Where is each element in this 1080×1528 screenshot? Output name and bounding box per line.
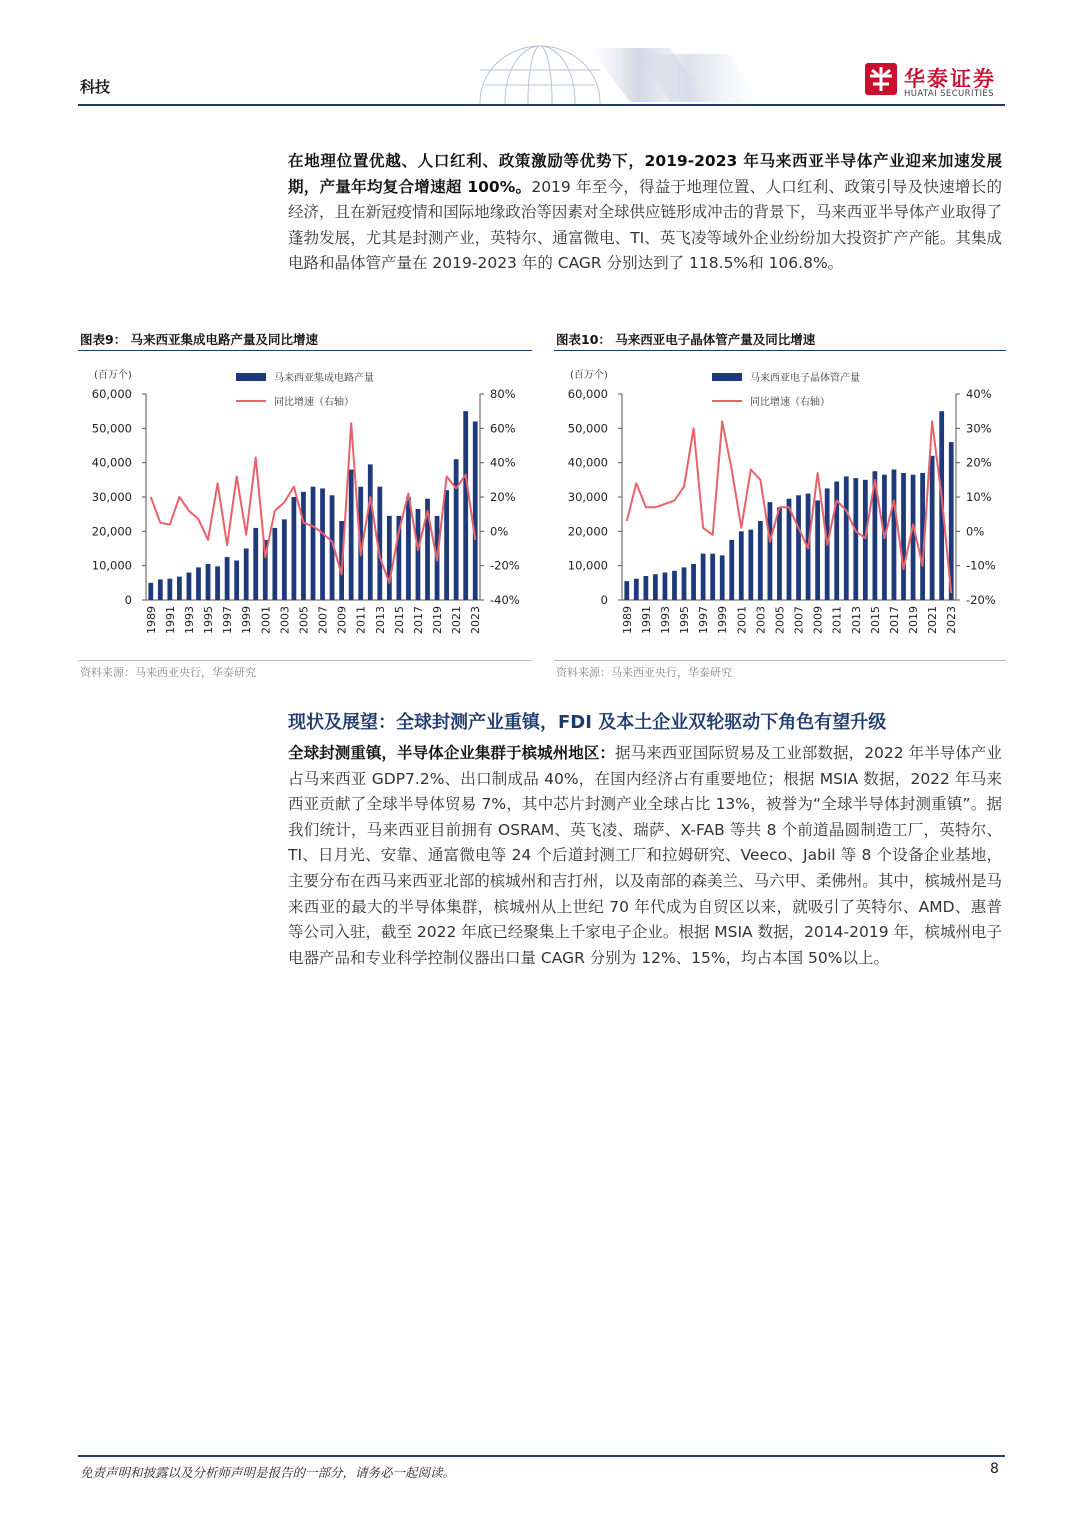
logo-english-name: HUATAI SECURITIES [904, 89, 994, 99]
chart1-right-tick-label: 40% [490, 455, 516, 470]
chart1-x-tick-label: 2019 [431, 606, 445, 634]
chart2-bar [815, 500, 820, 600]
chart1-right-tick-label: 80% [490, 387, 516, 401]
intro-paragraph [288, 149, 1002, 277]
chart1-right-tick-label: -40% [490, 593, 520, 607]
chart2-bar [787, 499, 792, 600]
page-number: 8 [990, 1461, 999, 1477]
chart1-x-tick-label: 2017 [411, 606, 425, 634]
chart2-x-tick-label: 2023 [945, 606, 959, 634]
chart1-left-tick-label: 60,000 [91, 387, 132, 401]
cluster-paragraph-body: 据马来西亚国际贸易及工业部数据，2022 年半导体产业占马来西亚 GDP7.2%、出口制成品 40%，在国内经济占有重要地位；根据 MSIA 数据，2022 年马来西亚贡献了全球半导体贸易 7%，其中芯片封测产业全球占比 13%，被誉为“全球半导体封测重镇”。据我们统计，马来西亚目前拥有 OSRAM、英飞凌、瑞萨、X-FAB 等共 8 个前道晶圆制造工厂，英特尔、TI、日月光、安靠、通富微电等 24 个后道封测工厂和拉姆研究、Veeco、Jabil 等 8 个设备企业基地，主要分布在西马来西亚北部的槟城州和吉打州，以及南部的森美兰、马六甲、柔佛州。其中，槟城州是马来西亚的最大的半导体集群，槟城州从上世纪 70 年代成为自贸区以来，就吸引了英特尔、AMD、惠普等公司入驻，截至 2022 年底已经聚集上千家电子企业。根据 MSIA 数据，2014-2019 年，槟城州电子电器产品和专业科学控制仪器出口量 CAGR 分别为 12%、15%，均占本国 50%以上。 [288, 744, 1002, 967]
chart2-bar [720, 555, 725, 600]
chart2-left-tick-label: 10,000 [567, 558, 608, 573]
chart1-bar [177, 577, 182, 600]
chart2-x-tick-label: 2021 [926, 606, 940, 634]
chart1-x-tick-label: 2015 [392, 606, 406, 634]
chart2-left-tick-label: 0 [600, 593, 608, 607]
chart2-bar [729, 540, 734, 600]
chart2-legend-bar-label: 马来西亚电子晶体管产量 [750, 373, 860, 384]
chart2-x-tick-label: 2015 [868, 606, 882, 634]
chart1-x-tick-label: 2007 [316, 606, 330, 634]
chart2-x-tick-label: 1989 [620, 606, 634, 634]
chart1-right-tick-label: -20% [490, 558, 520, 573]
chart2-x-tick-label: 1997 [697, 606, 711, 634]
chart2-x-tick-label: 2001 [735, 606, 749, 634]
chart1-x-tick-label: 2013 [373, 606, 387, 634]
chart2-left-tick-label: 60,000 [567, 387, 608, 401]
chart1-bar [234, 561, 239, 600]
chart1-x-tick-label: 1997 [221, 606, 235, 634]
chart1-x-tick-label: 2001 [259, 606, 273, 634]
chart2-bar [682, 567, 687, 600]
chart2-right-tick-label: 30% [966, 421, 992, 436]
chart1-bar [301, 492, 306, 600]
chart1-bar [387, 516, 392, 600]
chart1-source-rule [78, 660, 532, 661]
chart2-x-tick-label: 2011 [830, 606, 844, 634]
chart1-bar [311, 487, 316, 600]
footer-disclaimer: 免责声明和披露以及分析师声明是报告的一部分，请务必一起阅读。 [80, 1465, 456, 1480]
chart1-bar [368, 464, 373, 600]
chart2-left-tick-label: 40,000 [567, 455, 608, 470]
chart1-bar [416, 509, 421, 600]
chart2-bar [739, 531, 744, 600]
chart2-x-tick-label: 1993 [658, 606, 672, 634]
chart2-bar [930, 456, 935, 600]
chart1-x-tick-label: 2023 [469, 606, 483, 634]
chart1-x-tick-label: 2005 [297, 606, 311, 634]
footer-rule [78, 1455, 1005, 1457]
chart1-bar [244, 549, 249, 601]
chart1-left-tick-label: 30,000 [91, 490, 132, 504]
header-rule [78, 104, 1005, 106]
chart2-transistor-output [554, 356, 1010, 656]
chart2-x-tick-label: 2009 [811, 606, 825, 634]
chart1-x-tick-label: 1995 [202, 606, 216, 634]
intro-paragraph-lead: 在地理位置优越、人口红利、政策激励等优势下，2019-2023 年马来西亚半导体产业迎来加速发展期，产量年均复合增速超 100%。 [288, 152, 1002, 196]
chart2-bar [624, 581, 629, 600]
chart2-title: 图表10： 马来西亚电子晶体管产量及同比增速 [556, 332, 816, 347]
chart1-bar [444, 490, 449, 600]
chart2-x-tick-label: 2013 [849, 606, 863, 634]
chart2-x-tick-label: 1991 [639, 606, 653, 634]
header-globe-decoration [410, 40, 780, 106]
chart1-right-tick-label: 20% [490, 490, 516, 504]
chart2-x-tick-label: 1999 [716, 606, 730, 634]
chart2-x-tick-label: 2003 [754, 606, 768, 634]
chart2-legend-bar-swatch [712, 373, 742, 381]
chart1-bar [148, 583, 153, 600]
chart1-bar [406, 497, 411, 600]
chart1-bar [454, 459, 459, 600]
chart2-bar [653, 574, 658, 600]
chart2-bar [634, 579, 639, 600]
chart2-bar [892, 470, 897, 600]
chart2-bar [796, 495, 801, 600]
chart2-right-tick-label: 0% [966, 524, 985, 539]
chart1-left-tick-label: 50,000 [91, 421, 132, 436]
chart2-x-tick-label: 1995 [678, 606, 692, 634]
logo-chinese-name: 华泰证券 [904, 67, 996, 91]
chart2-bar [853, 478, 858, 600]
cluster-paragraph-lead: 全球封测重镇，半导体企业集群于槟城州地区： [288, 744, 616, 762]
chart1-x-tick-label: 1993 [182, 606, 196, 634]
chart1-left-tick-label: 40,000 [91, 455, 132, 470]
chart1-x-tick-label: 2021 [450, 606, 464, 634]
chart2-right-tick-label: -20% [966, 593, 996, 607]
chart1-bar [282, 519, 287, 600]
chart1-x-tick-label: 2003 [278, 606, 292, 634]
chart1-x-tick-label: 1989 [144, 606, 158, 634]
chart2-right-tick-label: -10% [966, 558, 996, 573]
chart2-bar [672, 571, 677, 600]
chart2-right-tick-label: 20% [966, 455, 992, 470]
chart2-x-tick-label: 2005 [773, 606, 787, 634]
chart1-bar [215, 566, 220, 600]
huatai-logo [864, 62, 1009, 102]
intro-paragraph-body: 2019 年至今，得益于地理位置、人口红利、政策引导及快速增长的经济，且在新冠疫情和国际地缘政治等因素对全球供应链形成冲击的背景下，马来西亚半导体产业取得了蓬勃发展，尤其是封测产业，英特尔、通富微电、TI、英飞凌等域外企业纷纷加大投资扩产产能。其集成电路和晶体管产量在 2019-2023 年的 CAGR 分别达到了 118.5%和 106.8%。 [288, 177, 1002, 273]
chart2-x-tick-label: 2007 [792, 606, 806, 634]
chart1-source: 资料来源：马来西亚央行，华泰研究 [80, 666, 256, 679]
chart2-x-tick-label: 2017 [887, 606, 901, 634]
chart1-ic-output [78, 356, 534, 656]
chart1-bar [167, 579, 172, 600]
chart1-bar [225, 557, 230, 600]
chart1-title-rule [78, 350, 532, 351]
chart2-x-tick-label: 2019 [907, 606, 921, 634]
chart1-bar [320, 488, 325, 600]
chart1-right-tick-label: 0% [490, 524, 509, 539]
chart2-source: 资料来源：马来西亚央行，华泰研究 [556, 666, 732, 679]
chart1-bar [206, 564, 211, 600]
chart2-left-tick-label: 50,000 [567, 421, 608, 436]
cluster-paragraph [288, 741, 1002, 971]
section-heading: 现状及展望：全球封测产业重镇，FDI 及本土企业双轮驱动下角色有望升级 [288, 712, 887, 733]
chart2-bar [643, 576, 648, 600]
chart1-x-tick-label: 2009 [335, 606, 349, 634]
chart2-bar [701, 554, 706, 600]
chart2-bar [758, 521, 763, 600]
chart2-title-rule [554, 350, 1006, 351]
chart2-bar [844, 476, 849, 600]
chart2-bar [901, 473, 906, 600]
chart1-x-tick-label: 1999 [240, 606, 254, 634]
chart1-title: 图表9： 马来西亚集成电路产量及同比增速 [80, 332, 319, 347]
chart2-left-tick-label: 30,000 [567, 490, 608, 504]
chart1-left-tick-label: 20,000 [91, 524, 132, 539]
chart2-bar [768, 502, 773, 600]
chart1-bar [463, 411, 468, 600]
chart1-bar [292, 497, 297, 600]
chart1-bar [253, 528, 258, 600]
chart1-legend-bar-swatch [236, 373, 266, 381]
chart1-legend-bar-label: 马来西亚集成电路产量 [274, 373, 374, 384]
chart2-bar [911, 475, 916, 600]
chart1-bar [473, 421, 478, 600]
chart2-left-tick-label: 20,000 [567, 524, 608, 539]
chart1-x-tick-label: 1991 [163, 606, 177, 634]
chart1-left-tick-label: 10,000 [91, 558, 132, 573]
chart2-bar [748, 530, 753, 600]
chart1-bar [349, 470, 354, 600]
chart2-bar [710, 554, 715, 600]
chart2-bar [863, 480, 868, 600]
chart1-bar [272, 528, 277, 600]
chart1-bar [187, 573, 192, 600]
chart2-bar [834, 482, 839, 600]
chart1-bar [196, 567, 201, 600]
chart2-right-tick-label: 40% [966, 387, 992, 401]
chart1-unit-label: (百万个) [94, 370, 132, 381]
chart2-bar [777, 507, 782, 600]
huatai-logo-icon [864, 62, 898, 96]
chart1-left-tick-label: 0 [124, 593, 132, 607]
chart2-legend-line-label: 同比增速（右轴） [750, 397, 830, 408]
chart1-x-tick-label: 2011 [354, 606, 368, 634]
chart2-source-rule [554, 660, 1006, 661]
chart1-legend-line-label: 同比增速（右轴） [274, 397, 354, 408]
chart1-bar [158, 579, 163, 600]
chart1-right-tick-label: 60% [490, 421, 516, 436]
chart2-right-tick-label: 10% [966, 490, 992, 504]
chart2-bar [691, 564, 696, 600]
chart2-unit-label: (百万个) [570, 370, 608, 381]
chart2-bar [663, 573, 668, 600]
header-sector-label: 科技 [80, 78, 111, 96]
